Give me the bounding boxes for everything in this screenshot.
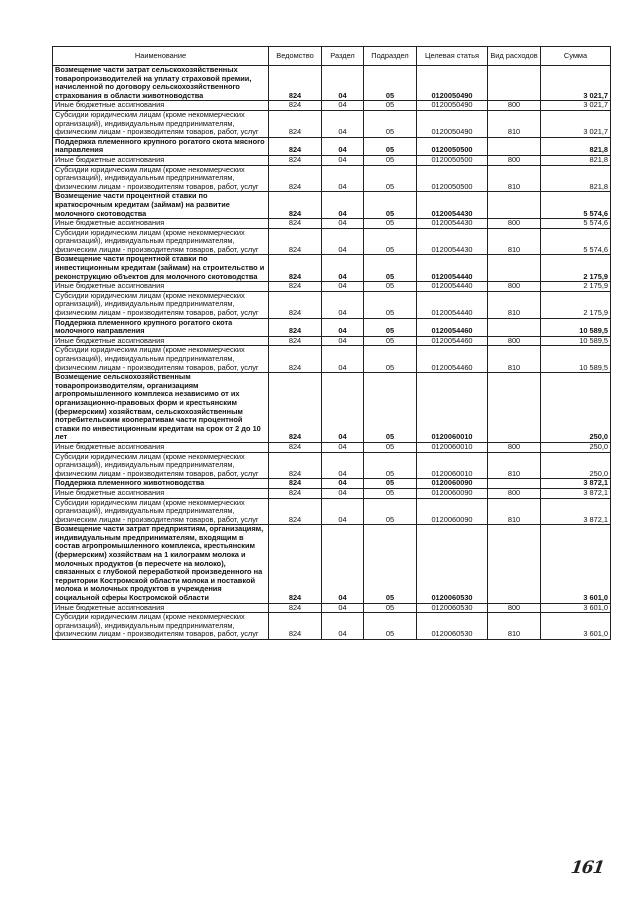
cell-target: 0120060090: [417, 479, 488, 489]
cell-dept: 824: [269, 282, 322, 292]
cell-target: 0120050500: [417, 165, 488, 192]
cell-exp-type: 800: [488, 336, 541, 346]
cell-section: 04: [322, 525, 364, 603]
cell-target: 0120060010: [417, 442, 488, 452]
table-row: [53, 155, 611, 165]
cell-exp-type: [488, 479, 541, 489]
cell-sum: 10 589,5: [541, 336, 611, 346]
cell-section: 04: [322, 488, 364, 498]
cell-subsection: 05: [364, 498, 417, 525]
cell-target: 0120050490: [417, 66, 488, 101]
cell-name: Возмещение части процентной ставки по инвестиционным кредитам (займам) на строительство и реконструкцию объектов для молочного скотоводства: [53, 255, 269, 282]
cell-sum: 821,8: [541, 155, 611, 165]
cell-subsection: 05: [364, 155, 417, 165]
cell-subsection: 05: [364, 452, 417, 479]
cell-subsection: 05: [364, 373, 417, 443]
cell-target: 0120050490: [417, 101, 488, 111]
cell-dept: 824: [269, 452, 322, 479]
cell-section: 04: [322, 613, 364, 640]
header-target: Целевая статья: [417, 47, 488, 66]
cell-section: 04: [322, 155, 364, 165]
cell-section: 04: [322, 346, 364, 373]
cell-name: Субсидии юридическим лицам (кроме некоммерческих организаций), индивидуальным предпринимателям, физическим лицам - производителям товаров, работ, услуг: [53, 346, 269, 373]
cell-dept: 824: [269, 442, 322, 452]
cell-name: Субсидии юридическим лицам (кроме некоммерческих организаций), индивидуальным предпринимателям, физическим лицам - производителям товаров, работ, услуг: [53, 228, 269, 255]
cell-target: 0120060010: [417, 373, 488, 443]
cell-section: 04: [322, 603, 364, 613]
cell-dept: 824: [269, 291, 322, 318]
table-row: [53, 442, 611, 452]
cell-name: Иные бюджетные ассигнования: [53, 488, 269, 498]
budget-table: [52, 46, 611, 640]
cell-name: Возмещение части процентной ставки по краткосрочным кредитам (займам) на развитие молочного скотоводства: [53, 192, 269, 219]
cell-exp-type: 810: [488, 452, 541, 479]
cell-subsection: 05: [364, 192, 417, 219]
cell-subsection: 05: [364, 137, 417, 155]
cell-exp-type: 800: [488, 442, 541, 452]
cell-subsection: 05: [364, 346, 417, 373]
cell-target: 0120050490: [417, 110, 488, 137]
cell-name: Субсидии юридическим лицам (кроме некоммерческих организаций), индивидуальным предпринимателям, физическим лицам - производителям товаров, работ, услуг: [53, 165, 269, 192]
table-row: [53, 228, 611, 255]
cell-section: 04: [322, 101, 364, 111]
cell-exp-type: 810: [488, 498, 541, 525]
cell-name: Иные бюджетные ассигнования: [53, 219, 269, 229]
cell-name: Иные бюджетные ассигнования: [53, 282, 269, 292]
cell-sum: 2 175,9: [541, 282, 611, 292]
cell-exp-type: 810: [488, 228, 541, 255]
cell-sum: 2 175,9: [541, 291, 611, 318]
table-row: [53, 613, 611, 640]
cell-name: Возмещение части затрат сельскохозяйственных товаропроизводителей на уплату страховой премии, начисленной по договору сельскохозяйственного страхования в области животноводства: [53, 66, 269, 101]
table-row: [53, 137, 611, 155]
cell-subsection: 05: [364, 291, 417, 318]
cell-exp-type: 800: [488, 155, 541, 165]
cell-target: 0120060090: [417, 498, 488, 525]
table-header-row: [53, 47, 611, 66]
cell-target: 0120050500: [417, 137, 488, 155]
cell-dept: 824: [269, 137, 322, 155]
cell-dept: 824: [269, 373, 322, 443]
cell-subsection: 05: [364, 479, 417, 489]
cell-sum: 3 872,1: [541, 479, 611, 489]
cell-subsection: 05: [364, 255, 417, 282]
cell-target: 0120054430: [417, 192, 488, 219]
cell-dept: 824: [269, 192, 322, 219]
cell-name: Поддержка племенного животноводства: [53, 479, 269, 489]
cell-dept: 824: [269, 613, 322, 640]
cell-dept: 824: [269, 488, 322, 498]
cell-exp-type: 800: [488, 219, 541, 229]
table-row: [53, 498, 611, 525]
cell-name: Иные бюджетные ассигнования: [53, 442, 269, 452]
cell-subsection: 05: [364, 66, 417, 101]
cell-name: Иные бюджетные ассигнования: [53, 603, 269, 613]
cell-subsection: 05: [364, 228, 417, 255]
cell-section: 04: [322, 373, 364, 443]
table-row: [53, 219, 611, 229]
cell-dept: 824: [269, 101, 322, 111]
cell-exp-type: 810: [488, 291, 541, 318]
cell-sum: 3 601,0: [541, 613, 611, 640]
cell-section: 04: [322, 336, 364, 346]
cell-exp-type: [488, 525, 541, 603]
cell-section: 04: [322, 255, 364, 282]
cell-exp-type: [488, 373, 541, 443]
cell-dept: 824: [269, 603, 322, 613]
cell-exp-type: 800: [488, 603, 541, 613]
cell-subsection: 05: [364, 603, 417, 613]
table-row: [53, 282, 611, 292]
cell-name: Субсидии юридическим лицам (кроме некоммерческих организаций), индивидуальным предпринимателям, физическим лицам - производителям товаров, работ, услуг: [53, 498, 269, 525]
cell-target: 0120054430: [417, 219, 488, 229]
cell-exp-type: [488, 192, 541, 219]
cell-name: Субсидии юридическим лицам (кроме некоммерческих организаций), индивидуальным предпринимателям, физическим лицам - производителям товаров, работ, услуг: [53, 613, 269, 640]
cell-dept: 824: [269, 66, 322, 101]
cell-name: Поддержка племенного крупного рогатого скота мясного направления: [53, 137, 269, 155]
cell-name: Иные бюджетные ассигнования: [53, 336, 269, 346]
cell-dept: 824: [269, 165, 322, 192]
cell-section: 04: [322, 137, 364, 155]
header-dept: Ведомство: [269, 47, 322, 66]
header-name: Наименование: [53, 47, 269, 66]
cell-target: 0120054440: [417, 255, 488, 282]
cell-subsection: 05: [364, 318, 417, 336]
cell-section: 04: [322, 282, 364, 292]
cell-name: Иные бюджетные ассигнования: [53, 155, 269, 165]
table-body: [53, 66, 611, 640]
table-row: [53, 291, 611, 318]
cell-name: Возмещение сельскохозяйственным товаропроизводителям, организациям агропромышленного комплекса независимо от их организационно-правовых форм и крестьянским (фермерским) хозяйствам, сельскохозяйственным потребительским кооперативам части процентной ставки по инвестиционным кредитам на срок от 2 до 10 лет: [53, 373, 269, 443]
cell-section: 04: [322, 318, 364, 336]
cell-name: Иные бюджетные ассигнования: [53, 101, 269, 111]
cell-target: 0120050500: [417, 155, 488, 165]
cell-dept: 824: [269, 479, 322, 489]
cell-dept: 824: [269, 219, 322, 229]
cell-section: 04: [322, 192, 364, 219]
table-row: [53, 525, 611, 603]
cell-dept: 824: [269, 318, 322, 336]
cell-section: 04: [322, 291, 364, 318]
cell-subsection: 05: [364, 525, 417, 603]
cell-subsection: 05: [364, 219, 417, 229]
cell-target: 0120060010: [417, 452, 488, 479]
cell-target: 0120054460: [417, 318, 488, 336]
table-row: [53, 452, 611, 479]
cell-dept: 824: [269, 110, 322, 137]
cell-sum: 3 601,0: [541, 603, 611, 613]
cell-subsection: 05: [364, 613, 417, 640]
cell-section: 04: [322, 66, 364, 101]
cell-exp-type: 800: [488, 488, 541, 498]
cell-target: 0120054440: [417, 282, 488, 292]
cell-dept: 824: [269, 155, 322, 165]
cell-section: 04: [322, 165, 364, 192]
cell-dept: 824: [269, 228, 322, 255]
table-row: [53, 488, 611, 498]
cell-section: 04: [322, 219, 364, 229]
cell-section: 04: [322, 442, 364, 452]
cell-section: 04: [322, 479, 364, 489]
cell-dept: 824: [269, 498, 322, 525]
table-row: [53, 165, 611, 192]
cell-target: 0120054460: [417, 346, 488, 373]
cell-sum: 3 021,7: [541, 110, 611, 137]
cell-name: Субсидии юридическим лицам (кроме некоммерческих организаций), индивидуальным предпринимателям, физическим лицам - производителям товаров, работ, услуг: [53, 110, 269, 137]
cell-sum: 3 872,1: [541, 488, 611, 498]
cell-target: 0120054440: [417, 291, 488, 318]
cell-sum: 5 574,6: [541, 219, 611, 229]
cell-sum: 5 574,6: [541, 228, 611, 255]
header-exp-type: Вид расходов: [488, 47, 541, 66]
cell-sum: 10 589,5: [541, 346, 611, 373]
cell-section: 04: [322, 498, 364, 525]
cell-target: 0120060530: [417, 613, 488, 640]
cell-exp-type: 800: [488, 101, 541, 111]
cell-exp-type: 810: [488, 613, 541, 640]
cell-section: 04: [322, 110, 364, 137]
cell-sum: 5 574,6: [541, 192, 611, 219]
table-row: [53, 255, 611, 282]
cell-sum: 250,0: [541, 373, 611, 443]
cell-sum: 3 021,7: [541, 66, 611, 101]
cell-sum: 250,0: [541, 452, 611, 479]
cell-subsection: 05: [364, 442, 417, 452]
cell-subsection: 05: [364, 165, 417, 192]
cell-target: 0120060530: [417, 603, 488, 613]
cell-name: Возмещение части затрат предприятиям, организациям, индивидуальным предпринимателям, входящим в состав агропромышленного комплекса, крестьянским (фермерским) хозяйствам на 1 килограмм молока и молочных продуктов (в пересчете на молоко), связанных с глубокой переработкой произведенного на территории Костромской области молока и поставкой молока и молочных продуктов в учреждения социальной сферы Костромской области: [53, 525, 269, 603]
cell-section: 04: [322, 452, 364, 479]
table-row: [53, 66, 611, 101]
cell-exp-type: [488, 66, 541, 101]
cell-sum: 10 589,5: [541, 318, 611, 336]
cell-subsection: 05: [364, 110, 417, 137]
cell-dept: 824: [269, 346, 322, 373]
header-section: Раздел: [322, 47, 364, 66]
cell-exp-type: 810: [488, 346, 541, 373]
cell-subsection: 05: [364, 282, 417, 292]
table-row: [53, 479, 611, 489]
cell-sum: 2 175,9: [541, 255, 611, 282]
table-row: [53, 373, 611, 443]
cell-exp-type: [488, 255, 541, 282]
cell-sum: 250,0: [541, 442, 611, 452]
cell-sum: 821,8: [541, 137, 611, 155]
cell-dept: 824: [269, 336, 322, 346]
cell-exp-type: 810: [488, 110, 541, 137]
cell-sum: 3 021,7: [541, 101, 611, 111]
cell-name: Субсидии юридическим лицам (кроме некоммерческих организаций), индивидуальным предпринимателям, физическим лицам - производителям товаров, работ, услуг: [53, 452, 269, 479]
cell-target: 0120060530: [417, 525, 488, 603]
cell-target: 0120060090: [417, 488, 488, 498]
cell-exp-type: 810: [488, 165, 541, 192]
header-sum: Сумма: [541, 47, 611, 66]
cell-subsection: 05: [364, 336, 417, 346]
cell-subsection: 05: [364, 488, 417, 498]
cell-target: 0120054460: [417, 336, 488, 346]
cell-subsection: 05: [364, 101, 417, 111]
cell-name: Субсидии юридическим лицам (кроме некоммерческих организаций), индивидуальным предпринимателям, физическим лицам - производителям товаров, работ, услуг: [53, 291, 269, 318]
budget-table-container: [52, 46, 610, 640]
page-number: 161: [569, 858, 605, 878]
cell-exp-type: [488, 137, 541, 155]
cell-exp-type: 800: [488, 282, 541, 292]
cell-dept: 824: [269, 255, 322, 282]
cell-name: Поддержка племенного крупного рогатого скота молочного направления: [53, 318, 269, 336]
cell-sum: 821,8: [541, 165, 611, 192]
cell-sum: 3 872,1: [541, 498, 611, 525]
cell-dept: 824: [269, 525, 322, 603]
cell-sum: 3 601,0: [541, 525, 611, 603]
table-row: [53, 346, 611, 373]
cell-target: 0120054430: [417, 228, 488, 255]
cell-section: 04: [322, 228, 364, 255]
table-row: [53, 192, 611, 219]
table-row: [53, 110, 611, 137]
table-row: [53, 318, 611, 336]
cell-exp-type: [488, 318, 541, 336]
header-subsection: Подраздел: [364, 47, 417, 66]
